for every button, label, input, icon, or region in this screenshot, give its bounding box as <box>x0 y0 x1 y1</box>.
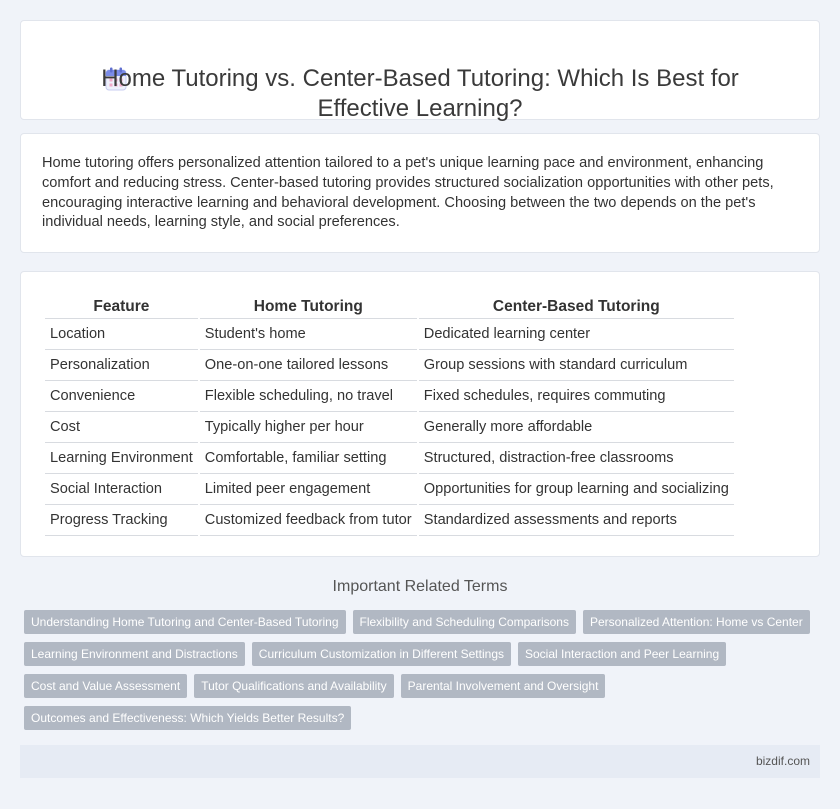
related-term-tag[interactable]: Outcomes and Effectiveness: Which Yields Better Results? <box>24 706 351 730</box>
cell-home: Customized feedback from tutor <box>200 505 417 536</box>
related-terms-heading: Important Related Terms <box>332 578 508 595</box>
related-term-tag[interactable]: Learning Environment and Distractions <box>24 642 245 666</box>
cell-center: Fixed schedules, requires commuting <box>419 381 734 412</box>
cell-feature: Convenience <box>45 381 198 412</box>
cell-center: Group sessions with standard curriculum <box>419 350 734 381</box>
footer-bar <box>20 745 820 778</box>
intro-paragraph: Home tutoring offers personalized attention tailored to a pet's unique learning pace and environment, enhancing comfort and reducing stress. Center-based tutoring provides structured socialization opportunities with other pets, encouraging interactive learning and behavioral development. Choosing between the two depends on the pet's individual needs, learning style, and social preferences. <box>42 155 774 231</box>
cell-center: Standardized assessments and reports <box>419 505 734 536</box>
cell-center: Generally more affordable <box>419 412 734 443</box>
comparison-table <box>43 292 736 536</box>
related-term-tag[interactable]: Personalized Attention: Home vs Center <box>583 610 810 634</box>
footer-brand-link[interactable]: bizdif.com <box>755 754 810 768</box>
table-row <box>45 412 734 443</box>
cell-center: Opportunities for group learning and socializing <box>419 474 734 505</box>
table-row <box>45 443 734 474</box>
table-row <box>45 474 734 505</box>
page-title: Home Tutoring vs. Center-Based Tutoring: Which Is Best for Effective Learning? <box>101 65 739 122</box>
cell-feature: Learning Environment <box>45 443 198 474</box>
table-header-row <box>45 292 734 319</box>
intro-card <box>20 133 820 253</box>
cell-home: Limited peer engagement <box>200 474 417 505</box>
header-home-tutoring: Home Tutoring <box>200 292 417 319</box>
cell-home: Flexible scheduling, no travel <box>200 381 417 412</box>
table-row <box>45 350 734 381</box>
related-terms-list <box>24 610 824 730</box>
related-term-tag[interactable]: Tutor Qualifications and Availability <box>194 674 393 698</box>
cell-home: Comfortable, familiar setting <box>200 443 417 474</box>
cell-home: One-on-one tailored lessons <box>200 350 417 381</box>
related-term-tag[interactable]: Flexibility and Scheduling Comparisons <box>353 610 576 634</box>
table-row <box>45 505 734 536</box>
related-term-tag[interactable]: Social Interaction and Peer Learning <box>518 642 726 666</box>
comparison-card <box>20 271 820 557</box>
table-row <box>45 381 734 412</box>
cell-feature: Location <box>45 319 198 350</box>
related-term-tag[interactable]: Understanding Home Tutoring and Center-Based Tutoring <box>24 610 346 634</box>
cell-home: Student's home <box>200 319 417 350</box>
header-center-based-tutoring: Center-Based Tutoring <box>419 292 734 319</box>
cell-center: Dedicated learning center <box>419 319 734 350</box>
cell-center: Structured, distraction-free classrooms <box>419 443 734 474</box>
related-term-tag[interactable]: Parental Involvement and Oversight <box>401 674 606 698</box>
cell-feature: Social Interaction <box>45 474 198 505</box>
cell-home: Typically higher per hour <box>200 412 417 443</box>
cell-feature: Cost <box>45 412 198 443</box>
cell-feature: Progress Tracking <box>45 505 198 536</box>
table-row <box>45 319 734 350</box>
title-card <box>20 20 820 120</box>
related-term-tag[interactable]: Curriculum Customization in Different Settings <box>252 642 511 666</box>
cell-feature: Personalization <box>45 350 198 381</box>
header-feature: Feature <box>45 292 198 319</box>
related-term-tag[interactable]: Cost and Value Assessment <box>24 674 187 698</box>
